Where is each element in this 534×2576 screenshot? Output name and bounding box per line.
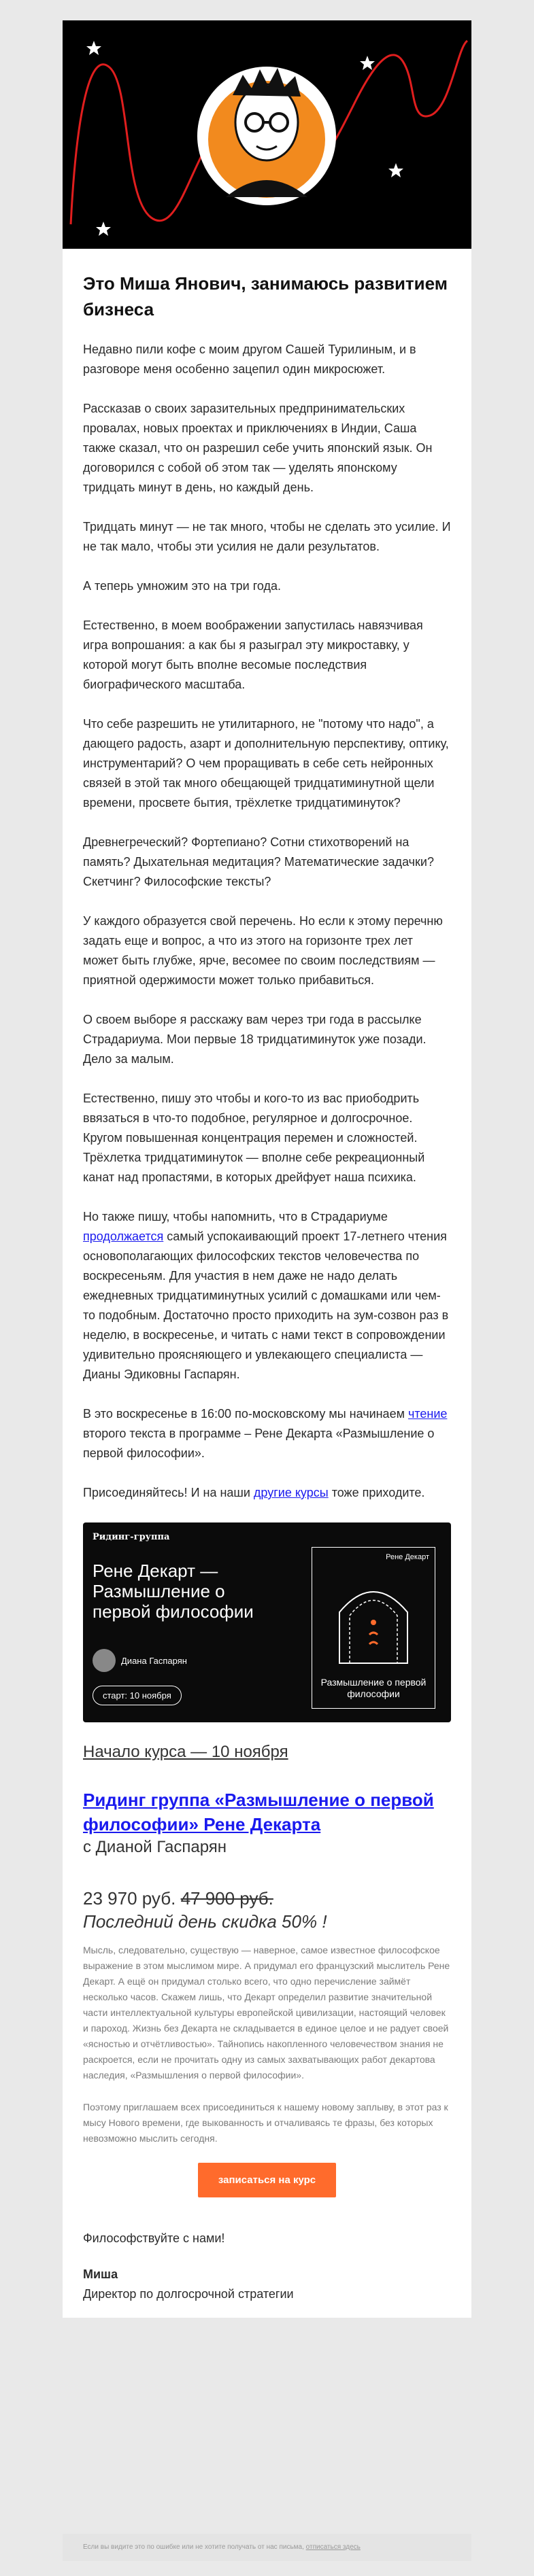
book-author: Рене Декарт <box>386 1553 429 1561</box>
footer <box>63 2534 471 2561</box>
course-invitation: Поэтому приглашаем всех присоединиться к нашему новому заплыву, в этот раз к мысу Нового времени, где выкованность и отчаливаясь те фразы, без которых невозможно мыслить сегодня. <box>83 2102 448 2144</box>
avatar <box>93 1649 116 1672</box>
paragraph: Тридцать минут — не так много, чтобы не сделать это усилие. И не так мало, чтобы эти усилия не дали результатов. <box>83 520 451 553</box>
hero-illustration <box>63 20 471 249</box>
closing: Философствуйте с нами! <box>83 2231 225 2245</box>
hero-art <box>63 20 471 249</box>
email-body <box>63 20 471 2318</box>
paragraph: О своем выборе я расскажу вам через три года в рассылке Страдариума. Мои первые 18 тридцатиминуток уже позади. Дело за малым. <box>83 1013 427 1066</box>
banner-start-pill: старт: 10 ноября <box>93 1686 182 1705</box>
current-price: 23 970 руб. <box>83 1888 176 1909</box>
paragraph: А теперь умножим это на три года. <box>83 579 282 593</box>
banner-title: Рене Декарт — Размышление о первой философии <box>93 1561 254 1622</box>
other-courses-link[interactable]: другие курсы <box>253 1486 329 1499</box>
paragraph-reading: В это воскресенье в 16:00 по-московскому мы начинаем чтение второго текста в программе – Рене Декарта «Размышление о первой философии». <box>83 1407 448 1460</box>
paragraph: Недавно пили кофе с моим другом Сашей Турилиным, и в разговоре меня особенно зацепил один микросюжет. <box>83 343 416 376</box>
paragraph: Естественно, в моем воображении запустилась навязчивая игра вопрошания: а как бы я разыграл эту микроставку, у которой могут быть вполне весомые последствия биографического масштаба. <box>83 619 423 691</box>
paragraph-join: Присоединяйтесь! И на наши другие курсы тоже приходите. <box>83 1486 425 1499</box>
content <box>63 271 471 2304</box>
continues-link[interactable]: продолжается <box>83 1230 164 1243</box>
paragraph: Рассказав о своих заразительных предпринимательских провалах, новых проектах и приключениях в Индии, Саша также сказал, что он разрешил себе учить японский язык. Он договорился с собой об этом так — уделять японскому тридцать минут в день, но каждый день. <box>83 402 433 494</box>
reading-link[interactable]: чтение <box>407 1407 448 1421</box>
banner-brand: Ридинг-группа <box>93 1532 170 1542</box>
paragraph: У каждого образуется свой перечень. Но если к этому перечню задать еще и вопрос, а что из этого на горизонте трех лет может быть глубже, ярче, весомее по своим последствиям — приятной одержимости может только прибавиться. <box>83 914 443 987</box>
course-banner[interactable] <box>83 1522 451 1722</box>
banner-author: Диана Гаспарян <box>121 1656 187 1666</box>
paragraph: Древнегреческий? Фортепиано? Сотни стихотворений на память? Дыхательная медитация? Математические задачки? Скетчинг? Философские тексты? <box>83 835 434 888</box>
discount-note: Последний день скидка 50% ! <box>83 1911 327 1932</box>
enroll-button[interactable]: записаться на курс <box>198 2163 336 2197</box>
paragraph: Что себе разрешить не утилитарного, не "потому что надо", а дающего радость, азарт и дополнительную перспективу, оптику, инструментарий? О чем проращивать в себе сеть нейронных связей в этой так много обещающей тридцатиминутной щели времени, просвете бытия, трёхлетке тридцатиминуток? <box>83 717 449 810</box>
cta-wrap <box>83 2163 451 2197</box>
heading: Это Миша Янович, занимаюсь развитием бизнеса <box>83 273 448 319</box>
course-title <box>83 1788 451 1837</box>
paragraph: Естественно, пишу это чтобы и кого-то из вас приободрить ввязаться в что-то подобное, регулярное и долгосрочное. Кругом повышенная концентрация перемен и сложностей. Трёхлетка тридцатиминуток — вполне себе рекреационный канат над пропастями, в которых дрейфует наша психика. <box>83 1092 425 1184</box>
unsubscribe-link[interactable]: отписаться здесь <box>305 2543 361 2551</box>
price <box>83 1887 451 1910</box>
course-author: с Дианой Гаспарян <box>83 1838 227 1856</box>
course-description: Мысль, следовательно, существую — наверное, самое известное философское выражение в этом мыслимом мире. А придумал его французский мыслитель Рене Декарт. А ещё он придумал столько всего, что одно перечисление займёт несколько часов. Скажем лишь, что Декарт определил развитие значительной части интеллектуальной культуры европейской цивилизации, настоящий человек и пароход. Жизнь без Декарта не складывается в единое целое и не радует своей «ясностью и отчётливостью». Тайнопись накопленного человечеством знания не раскроется, если не прочитать одну из самых захватывающих работ декартова наследия, «Размышления о первой философии». <box>83 1945 450 2081</box>
book-title: Размышление о первой философии <box>320 1677 427 1699</box>
course-start: Начало курса — 10 ноября <box>83 1743 288 1761</box>
book-cover <box>312 1547 435 1709</box>
signature-name: Миша <box>83 2267 118 2281</box>
paragraph-project: Но также пишу, чтобы напомнить, что в Страдариуме продолжается самый успокаивающий проект 17-летнего чтения основополагающих философских текстов человечества по воскресеньям. Для участия в нем даже не надо делать ежедневных тридцатиминутных усилий с домашками или чем-то подобным. Достаточно просто приходить на зум-созвон раз в неделю, в воскресенье, и читать с нами текст в сопровождении удивительно проясняющего и увлекающего специалиста — Дианы Эдиковны Гаспарян. <box>83 1210 449 1381</box>
signature-role: Директор по долгосрочной стратегии <box>83 2287 294 2301</box>
old-price: 47 900 руб. <box>180 1888 273 1909</box>
footer-text: Если вы видите это по ошибке или не хотите получать от нас письма, <box>83 2543 306 2551</box>
course-title-link[interactable]: Ридинг группа «Размышление о первой философии» Рене Декарта <box>83 1790 434 1834</box>
